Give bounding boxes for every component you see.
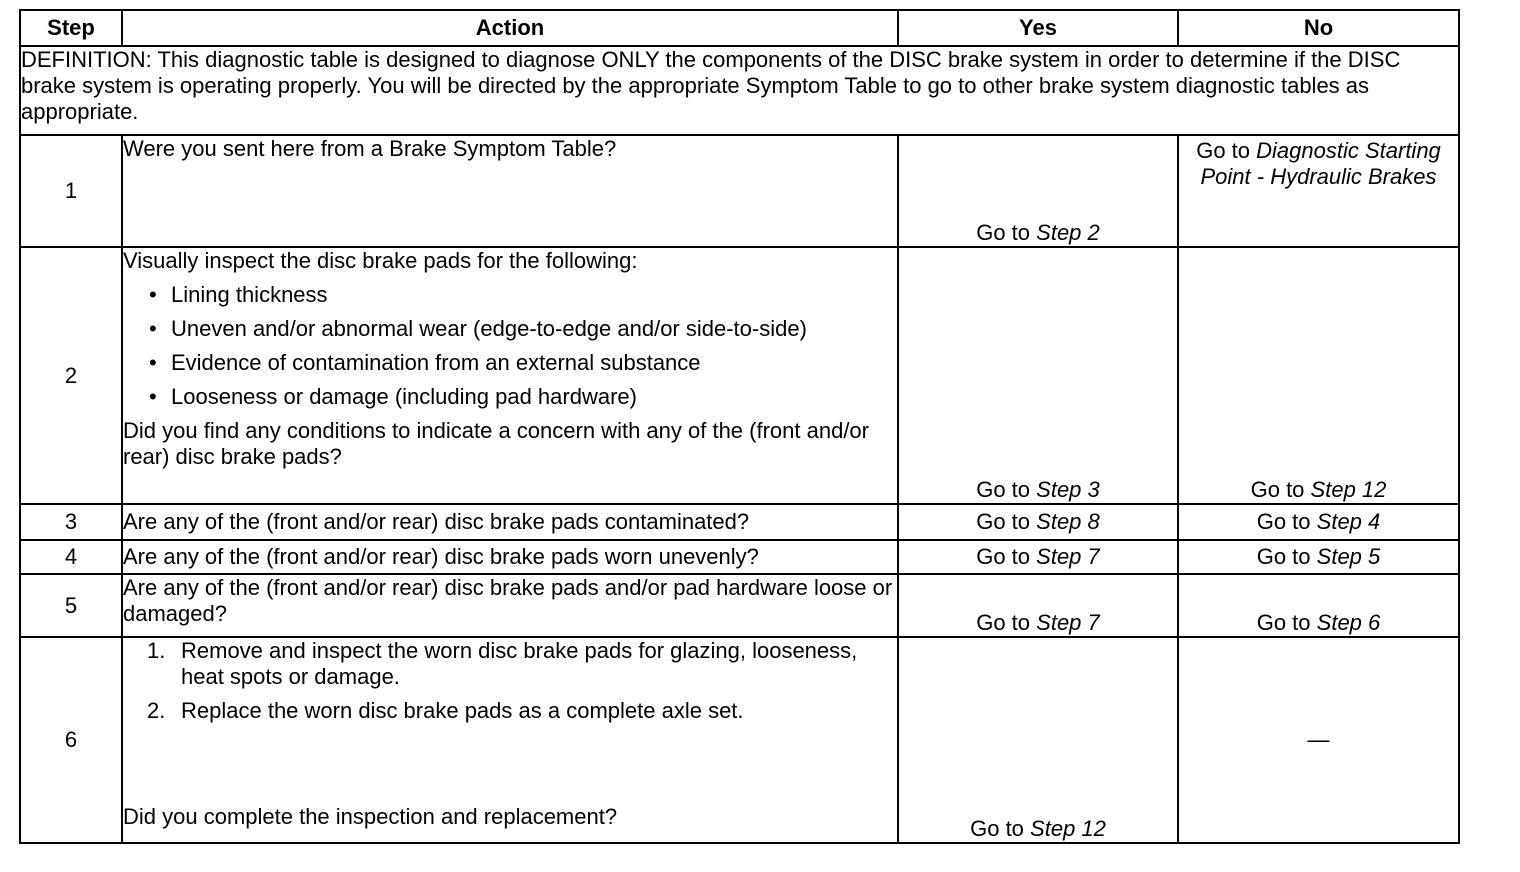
no-dash: — [1307, 727, 1330, 752]
no-cell [1178, 504, 1459, 540]
no-step-link[interactable]: Step 4 [1316, 509, 1381, 534]
no-cell [1178, 574, 1459, 637]
procedure-list [123, 638, 897, 724]
yes-step-link[interactable]: Step 3 [1036, 477, 1100, 502]
table-row-step-1 [20, 135, 1459, 247]
header-row [20, 10, 1459, 46]
yes-step-link[interactable]: Step 12 [1030, 816, 1106, 841]
header-step: Step [20, 10, 122, 46]
action-text: Are any of the (front and/or rear) disc brake pads and/or pad hardware loose or damaged? [122, 574, 898, 637]
go-to-label: Go to [1256, 544, 1311, 569]
table-row-step-5 [20, 574, 1459, 637]
step-number: 3 [20, 504, 122, 540]
go-to-label: Go to [976, 544, 1031, 569]
yes-cell [898, 637, 1178, 843]
step-number: 1 [20, 135, 122, 247]
header-no: No [1178, 10, 1459, 46]
no-cell [1178, 637, 1459, 843]
go-to-label: Go to [976, 477, 1031, 502]
go-to-label: Go to [1256, 610, 1311, 635]
go-to-label: Go to [1250, 477, 1305, 502]
item-text: Replace the worn disc brake pads as a complete axle set. [181, 698, 744, 723]
no-cell [1178, 135, 1459, 247]
go-to-label: Go to [976, 610, 1031, 635]
table-row-step-2 [20, 247, 1459, 504]
table-row-step-3 [20, 504, 1459, 540]
header-yes: Yes [898, 10, 1178, 46]
list-item [147, 698, 897, 724]
definition-row [20, 46, 1459, 135]
item-number: 2. [147, 698, 166, 723]
action-text: Were you sent here from a Brake Symptom Table? [122, 135, 898, 247]
list-item [147, 638, 897, 690]
action-question: Did you complete the inspection and replacement? [123, 804, 618, 829]
yes-cell [898, 247, 1178, 504]
list-item: • Looseness or damage (including pad hardware) [147, 384, 897, 410]
go-to-label: Go to [976, 220, 1031, 245]
no-step-link[interactable]: Diagnostic Starting Point - Hydraulic Brakes [1200, 138, 1441, 189]
step-number: 6 [20, 637, 122, 843]
no-cell [1178, 540, 1459, 574]
item-text: Remove and inspect the worn disc brake pads for glazing, looseness, heat spots or damage. [181, 638, 858, 689]
inspection-list [123, 282, 897, 410]
item-number: 1. [147, 638, 166, 663]
go-to-label: Go to [1256, 509, 1311, 534]
no-step-link[interactable]: Step 12 [1310, 477, 1387, 502]
action-cell [122, 247, 898, 504]
action-text: Are any of the (front and/or rear) disc brake pads worn unevenly? [122, 540, 898, 574]
definition-text: DEFINITION: This diagnostic table is designed to diagnose ONLY the components of the DISC brake system in order to determine if the DISC brake system is operating properly. You will be directed by the appropriate Symptom Table to go to other brake system diagnostic tables as appropriate. [20, 46, 1459, 135]
table-row-step-6 [20, 637, 1459, 843]
action-cell [122, 637, 898, 843]
yes-cell [898, 504, 1178, 540]
yes-step-link[interactable]: Step 7 [1036, 544, 1100, 569]
step-number: 4 [20, 540, 122, 574]
yes-cell [898, 540, 1178, 574]
no-step-link[interactable]: Step 5 [1316, 544, 1381, 569]
yes-step-link[interactable]: Step 8 [1036, 509, 1100, 534]
no-step-link[interactable]: Step 6 [1316, 610, 1381, 635]
yes-cell [898, 135, 1178, 247]
action-intro: Visually inspect the disc brake pads for the following: [123, 248, 638, 273]
go-to-label: Go to [1196, 138, 1251, 163]
go-to-label: Go to [976, 509, 1031, 534]
spacer [123, 732, 897, 804]
step-number: 2 [20, 247, 122, 504]
diagnostic-table [19, 9, 1460, 844]
no-cell [1178, 247, 1459, 504]
list-item: • Lining thickness [147, 282, 897, 308]
list-item: • Uneven and/or abnormal wear (edge-to-edge and/or side-to-side) [147, 316, 897, 342]
action-text: Are any of the (front and/or rear) disc brake pads contaminated? [122, 504, 898, 540]
header-action: Action [122, 10, 898, 46]
table-row-step-4 [20, 540, 1459, 574]
step-number: 5 [20, 574, 122, 637]
action-question: Did you find any conditions to indicate a concern with any of the (front and/or rear) disc brake pads? [123, 418, 869, 469]
list-item: • Evidence of contamination from an external substance [147, 350, 897, 376]
go-to-label: Go to [970, 816, 1024, 841]
yes-step-link[interactable]: Step 2 [1036, 220, 1100, 245]
yes-cell [898, 574, 1178, 637]
yes-step-link[interactable]: Step 7 [1036, 610, 1100, 635]
